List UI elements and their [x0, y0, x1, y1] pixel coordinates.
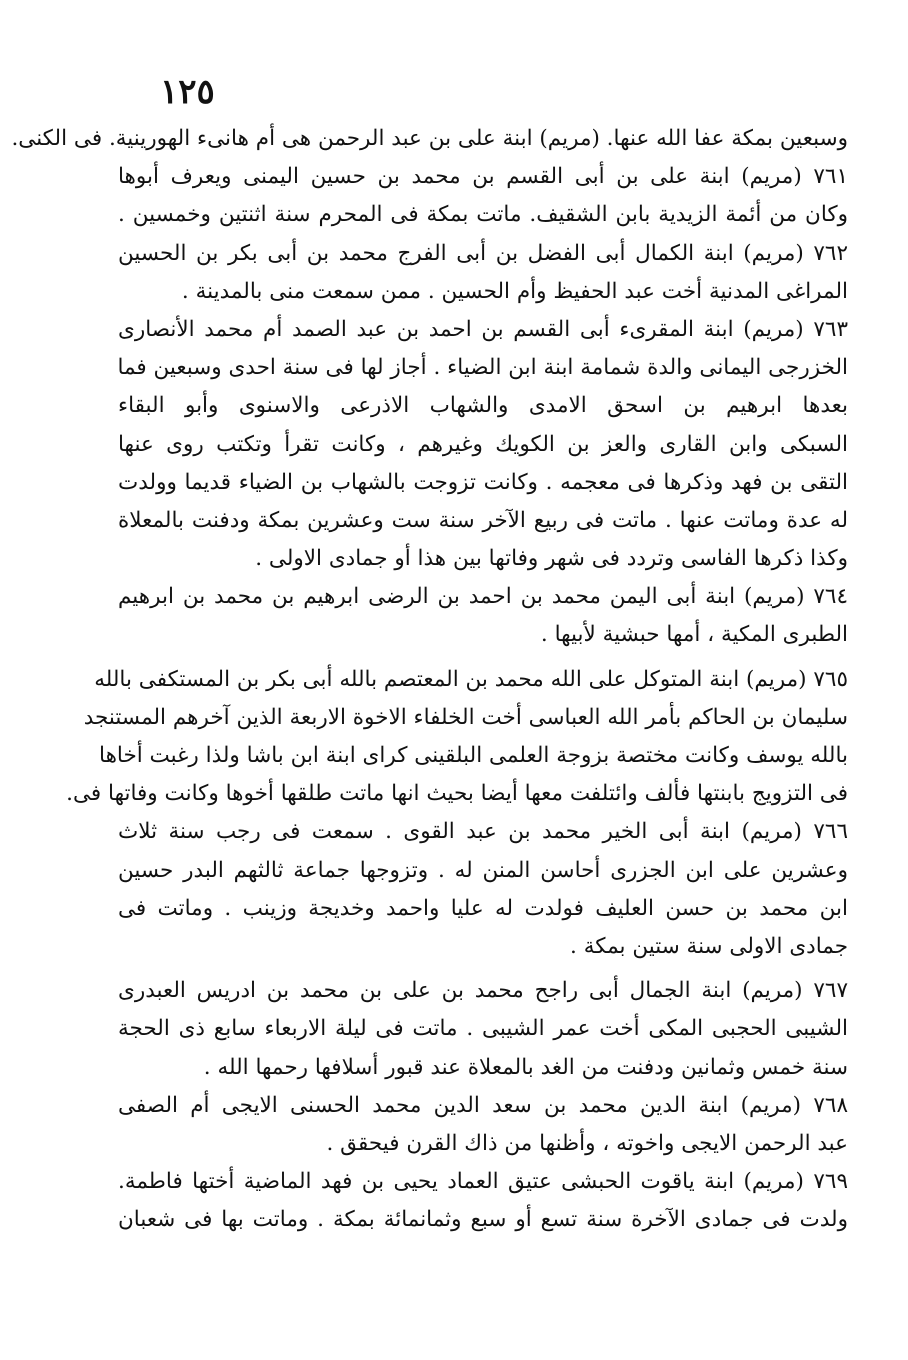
page-number: ١٢٥	[160, 72, 215, 112]
text-line: بعدها ابرهيم بن اسحق الامدى والشهاب الاذرعى والاسنوى وأبو البقاء	[118, 393, 848, 419]
text-line: بالله يوسف وكانت مختصة بزوجة العلمى البلقينى كراى ابنة ابن باشا ولذا رغبت أخاها	[99, 743, 848, 768]
text-line: ٧٦٧ (مريم) ابنة الجمال أبى راجح محمد بن على بن محمد بن ادريس العبدرى	[118, 978, 848, 1004]
text-line: ولدت فى جمادى الآخرة سنة تسع أو سبع وثمانمائة بمكة . وماتت بها فى شعبان	[118, 1207, 848, 1233]
text-line: المراغى المدنية أخت عبد الحفيظ وأم الحسين . ممن سمعت منى بالمدينة .	[181, 278, 848, 304]
text-line: ٧٦٨ (مريم) ابنة الدين محمد بن سعد الدين محمد الحسنى الايجى أم الصفى	[118, 1092, 848, 1118]
text-line: الطبرى المكية ، أمها حبشية لأبيها .	[540, 622, 848, 648]
text-line: وعشرين على ابن الجزرى أحاسن المنن له . وتزوجها جماعة ثالثهم البدر حسين	[118, 857, 848, 883]
text-line: ٧٦٤ (مريم) ابنة أبى اليمن محمد بن احمد بن الرضى ابرهيم بن محمد بن ابرهيم	[118, 584, 848, 610]
text-line: سنة خمس وثمانين ودفنت من الغد بالمعلاة عند قبور أسلافها رحمها الله .	[203, 1054, 848, 1080]
text-line: ٧٦٩ (مريم) ابنة ياقوت الحبشى عتيق العماد يحيى بن فهد الماضية أختها فاطمة.	[118, 1169, 848, 1195]
text-line: ٧٦١ (مريم) ابنة على بن أبى القسم بن محمد بن حسين اليمنى ويعرف أبوها	[118, 164, 848, 190]
text-line: الخزرجى اليمانى والدة شمامة ابنة ابن الضياء . أجاز لها فى سنة احدى وسبعين فما	[117, 355, 848, 381]
text-line: ٧٦٣ (مريم) ابنة المقرىء أبى القسم بن احمد بن عبد الصمد أم محمد الأنصارى	[118, 316, 848, 342]
text-line: السبكى وابن القارى والعز بن الكويك وغيرهم ، وكانت تقرأ وتكتب روى عنها	[118, 431, 848, 457]
text-line: ابن محمد بن حسن العليف فولدت له عليا واحمد وخديجة وزينب . وماتت فى	[118, 895, 848, 921]
text-line: فى التزويج بابنتها فألف وائتلفت معها أيضا بحيث انها ماتت طلقها أخوها وكانت وفاتها فى.	[66, 781, 848, 807]
text-line: جمادى الاولى سنة ستين بمكة .	[570, 933, 848, 959]
text-line: له عدة وماتت عنها . ماتت فى ربيع الآخر سنة ست وعشرين بمكة ودفنت بالمعلاة	[118, 507, 848, 533]
text-line: التقى بن فهد وذكرها فى معجمه . وكانت تزوجت بالشهاب بن الضياء قديما وولدت	[118, 469, 848, 495]
text-line: ٧٦٢ (مريم) ابنة الكمال أبى الفضل بن أبى الفرج محمد بن أبى بكر بن الحسين	[118, 240, 848, 266]
text-line: وكان من أئمة الزيدية بابن الشقيف. ماتت بمكة فى المحرم سنة اثنتين وخمسين .	[118, 202, 848, 228]
text-line: الشيبى الحجبى المكى أخت عمر الشيبى . ماتت فى ليلة الاربعاء سابع ذى الحجة	[118, 1016, 848, 1042]
text-line: سليمان بن الحاكم بأمر الله العباسى أخت الخلفاء الاخوة الاربعة الذين آخرهم المستنجد	[83, 704, 848, 730]
body-text	[11, 120, 848, 1239]
text-line: ٧٦٥ (مريم) ابنة المتوكل على الله محمد بن المعتصم بالله أبى بكر بن المستكفى بالله	[94, 666, 848, 692]
text-line: وكذا ذكرها الفاسى وتردد فى شهر وفاتها بين هذا أو جمادى الاولى .	[255, 546, 848, 572]
text-line: عبد الرحمن الايجى واخوته ، وأظنها من ذاك القرن فيحقق .	[326, 1130, 848, 1156]
text-line: ٧٦٦ (مريم) ابنة أبى الخير محمد بن عبد القوى . سمعت فى رجب سنة ثلاث	[118, 819, 848, 845]
text-line: وسبعين بمكة عفا الله عنها. (مريم) ابنة على بن عبد الرحمن هى أم هانىء الهورينية. فى الكنى.	[11, 126, 848, 151]
